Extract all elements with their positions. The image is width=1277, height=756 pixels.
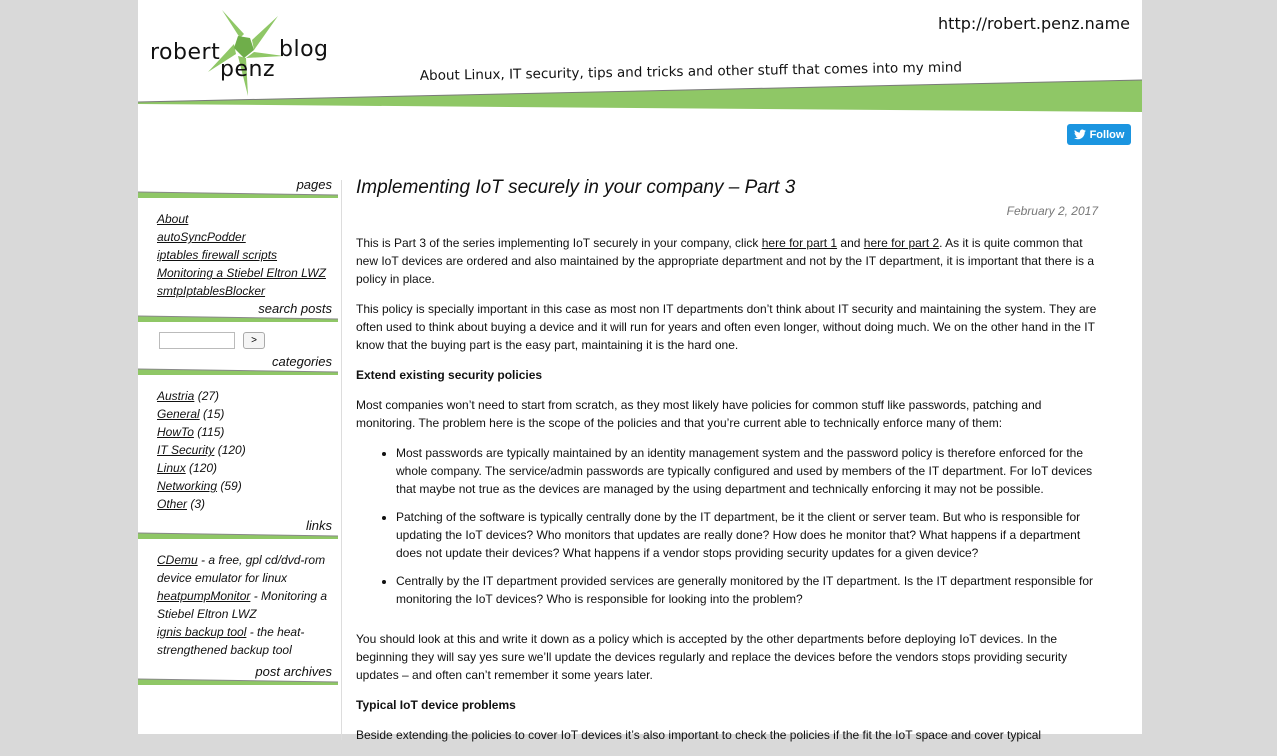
- category-link-howto[interactable]: HowTo: [157, 425, 194, 439]
- link-part-2[interactable]: here for part 2: [863, 236, 940, 250]
- link-cdemu[interactable]: CDemu: [157, 553, 198, 567]
- sidebar-heading-categories: [138, 353, 338, 375]
- bullet-list: [356, 444, 1098, 608]
- section-heading: Extend existing security policies: [356, 368, 543, 382]
- post-paragraph: [356, 234, 1098, 288]
- sidebar-heading-pages: [138, 176, 338, 198]
- link-description: - the heat-strengthened backup tool: [157, 625, 305, 657]
- list-item: • Patching of the software is typically centrally done by the IT department, be it the client or server team. But who is responsible for updating the IoT devices? Who monitors that updates are really done? How does he monitor that? What happens if a department does not update their devices? What happens if a vendor stops providing security updates for a given device?: [396, 508, 1098, 562]
- category-count: (27): [197, 389, 220, 403]
- heading-wedge: [138, 367, 338, 375]
- list-item: [157, 477, 338, 495]
- follow-label: Follow: [1089, 128, 1125, 141]
- search-button[interactable]: >: [243, 332, 265, 349]
- post-date: February 2, 2017: [1006, 204, 1098, 218]
- heading-wedge: [138, 677, 338, 685]
- post-paragraph: Beside extending the policies to cover IoT devices it’s also important to check the policies if the fit the IoT space and cover typical: [356, 728, 1042, 742]
- list-item: [157, 423, 338, 441]
- page-link-smtpiptablesblocker[interactable]: smtpIptablesBlocker: [157, 284, 266, 298]
- search-input[interactable]: [159, 332, 235, 349]
- sidebar-heading-archives: [138, 663, 338, 685]
- list-item: [157, 587, 334, 623]
- link-part-1[interactable]: here for part 1: [761, 236, 838, 250]
- list-item: [157, 246, 338, 264]
- page-link-autosyncpodder[interactable]: autoSyncPodder: [157, 230, 246, 244]
- category-link-austria[interactable]: Austria: [157, 389, 195, 403]
- header-wedge: [138, 76, 1142, 116]
- category-count: (120): [217, 443, 246, 457]
- heading-wedge: [138, 190, 338, 198]
- sidebar-heading-search: [138, 300, 338, 322]
- post-title[interactable]: Implementing IoT securely in your company – Part 3: [356, 177, 796, 198]
- search-heading: search posts: [258, 301, 332, 316]
- list-item: [157, 459, 338, 477]
- category-link-networking[interactable]: Networking: [157, 479, 218, 493]
- list-item: • Centrally by the IT department provided services are generally monitored by the IT department. Is the IT department responsible for monitoring the IoT devices? Who is responsible for looking into the problem?: [396, 572, 1098, 608]
- link-description: - a free, gpl cd/dvd-rom device emulator for linux: [157, 553, 326, 585]
- heading-wedge: [138, 531, 338, 539]
- archives-heading: post archives: [255, 664, 332, 679]
- category-count: (115): [197, 425, 225, 439]
- page: [138, 0, 1142, 742]
- site-url[interactable]: http://robert.penz.name: [938, 14, 1130, 33]
- category-count: (15): [203, 407, 225, 421]
- post-paragraph: This policy is specially important in this case as most non IT departments don’t think about IT security and maintaining the system. They are often used to think about buying a device and it will run for years and often even longer, without doing much. We on the other hand in the IT know that the buying part is the easy part, maintaining it is the hard one.: [356, 302, 1097, 352]
- twitter-follow-button[interactable]: [1067, 124, 1131, 145]
- category-count: (120): [189, 461, 218, 475]
- list-item: [157, 210, 338, 228]
- links-heading: links: [305, 518, 332, 533]
- page-link-iptables[interactable]: iptables firewall scripts: [157, 248, 278, 262]
- list-item: [157, 405, 338, 423]
- post-paragraph: Most companies won’t need to start from scratch, as they most likely have policies for common stuff like passwords, patching and monitoring. The problem here is the scope of the policies and that you’re current able to technically enforce many of them:: [356, 398, 1042, 430]
- category-link-general[interactable]: General: [157, 407, 200, 421]
- categories-list: [138, 375, 338, 519]
- page-link-monitoring[interactable]: Monitoring a Stiebel Eltron LWZ: [157, 266, 326, 280]
- list-item: [157, 551, 334, 587]
- sidebar-heading-links: [138, 517, 338, 539]
- heading-wedge: [138, 314, 338, 322]
- text: . As it is quite common that new IoT devices are ordered and also maintained by the appropriate department and not by the IT department, it is important that there is a policy in place.: [356, 236, 1094, 286]
- section-heading: Typical IoT device problems: [356, 698, 516, 712]
- column-divider: [341, 180, 342, 740]
- list-item: [157, 623, 334, 659]
- post-paragraph: You should look at this and write it down as a policy which is accepted by the other departments before deploying IoT devices. In the beginning they will say yes sure we’ll update the devices regularly and replace the devices before the vendors stops providing security updates – and often can’t remember it some years later.: [356, 632, 1068, 682]
- category-count: (3): [190, 497, 206, 511]
- list-item: [157, 228, 338, 246]
- logo-robert: robert: [150, 40, 221, 65]
- list-item: [157, 441, 338, 459]
- link-heatpumpmonitor[interactable]: heatpumpMonitor: [157, 589, 251, 603]
- link-description: - Monitoring a Stiebel Eltron LWZ: [157, 589, 328, 621]
- page-link-about[interactable]: About: [157, 212, 189, 226]
- category-link-other[interactable]: Other: [157, 497, 188, 511]
- link-ignis-backup-tool[interactable]: ignis backup tool: [157, 625, 247, 639]
- list-item: [157, 282, 338, 300]
- category-link-linux[interactable]: Linux: [157, 461, 186, 475]
- list-item: [157, 495, 338, 513]
- site-tagline: About Linux, IT security, tips and tricks and other stuff that comes into my mind: [419, 59, 963, 84]
- list-item: [157, 264, 338, 282]
- pages-heading: pages: [296, 177, 332, 192]
- logo-blog: blog: [279, 37, 329, 62]
- links-list: [138, 539, 338, 665]
- categories-heading: categories: [272, 354, 332, 369]
- pages-list: [138, 198, 338, 306]
- post-content: [356, 176, 1098, 756]
- list-item: • Most passwords are typically maintained by an identity management system and the password policy is therefore enforced for the whole company. The service/admin passwords are typically configured and used by members of the IT department. For IoT devices that maybe not true as the devices are managed by the using department and technically enforcing it may not be possible.: [396, 444, 1098, 498]
- list-item: [157, 387, 338, 405]
- category-count: (59): [220, 479, 242, 493]
- site-header: [138, 0, 1142, 141]
- text: This is Part 3 of the series implementing IoT securely in your company, click: [356, 236, 762, 250]
- sidebar: [138, 176, 338, 685]
- logo-penz: penz: [220, 57, 275, 82]
- text: and: [837, 236, 864, 250]
- category-link-it-security[interactable]: IT Security: [157, 443, 215, 457]
- twitter-bird-icon: [1074, 129, 1086, 140]
